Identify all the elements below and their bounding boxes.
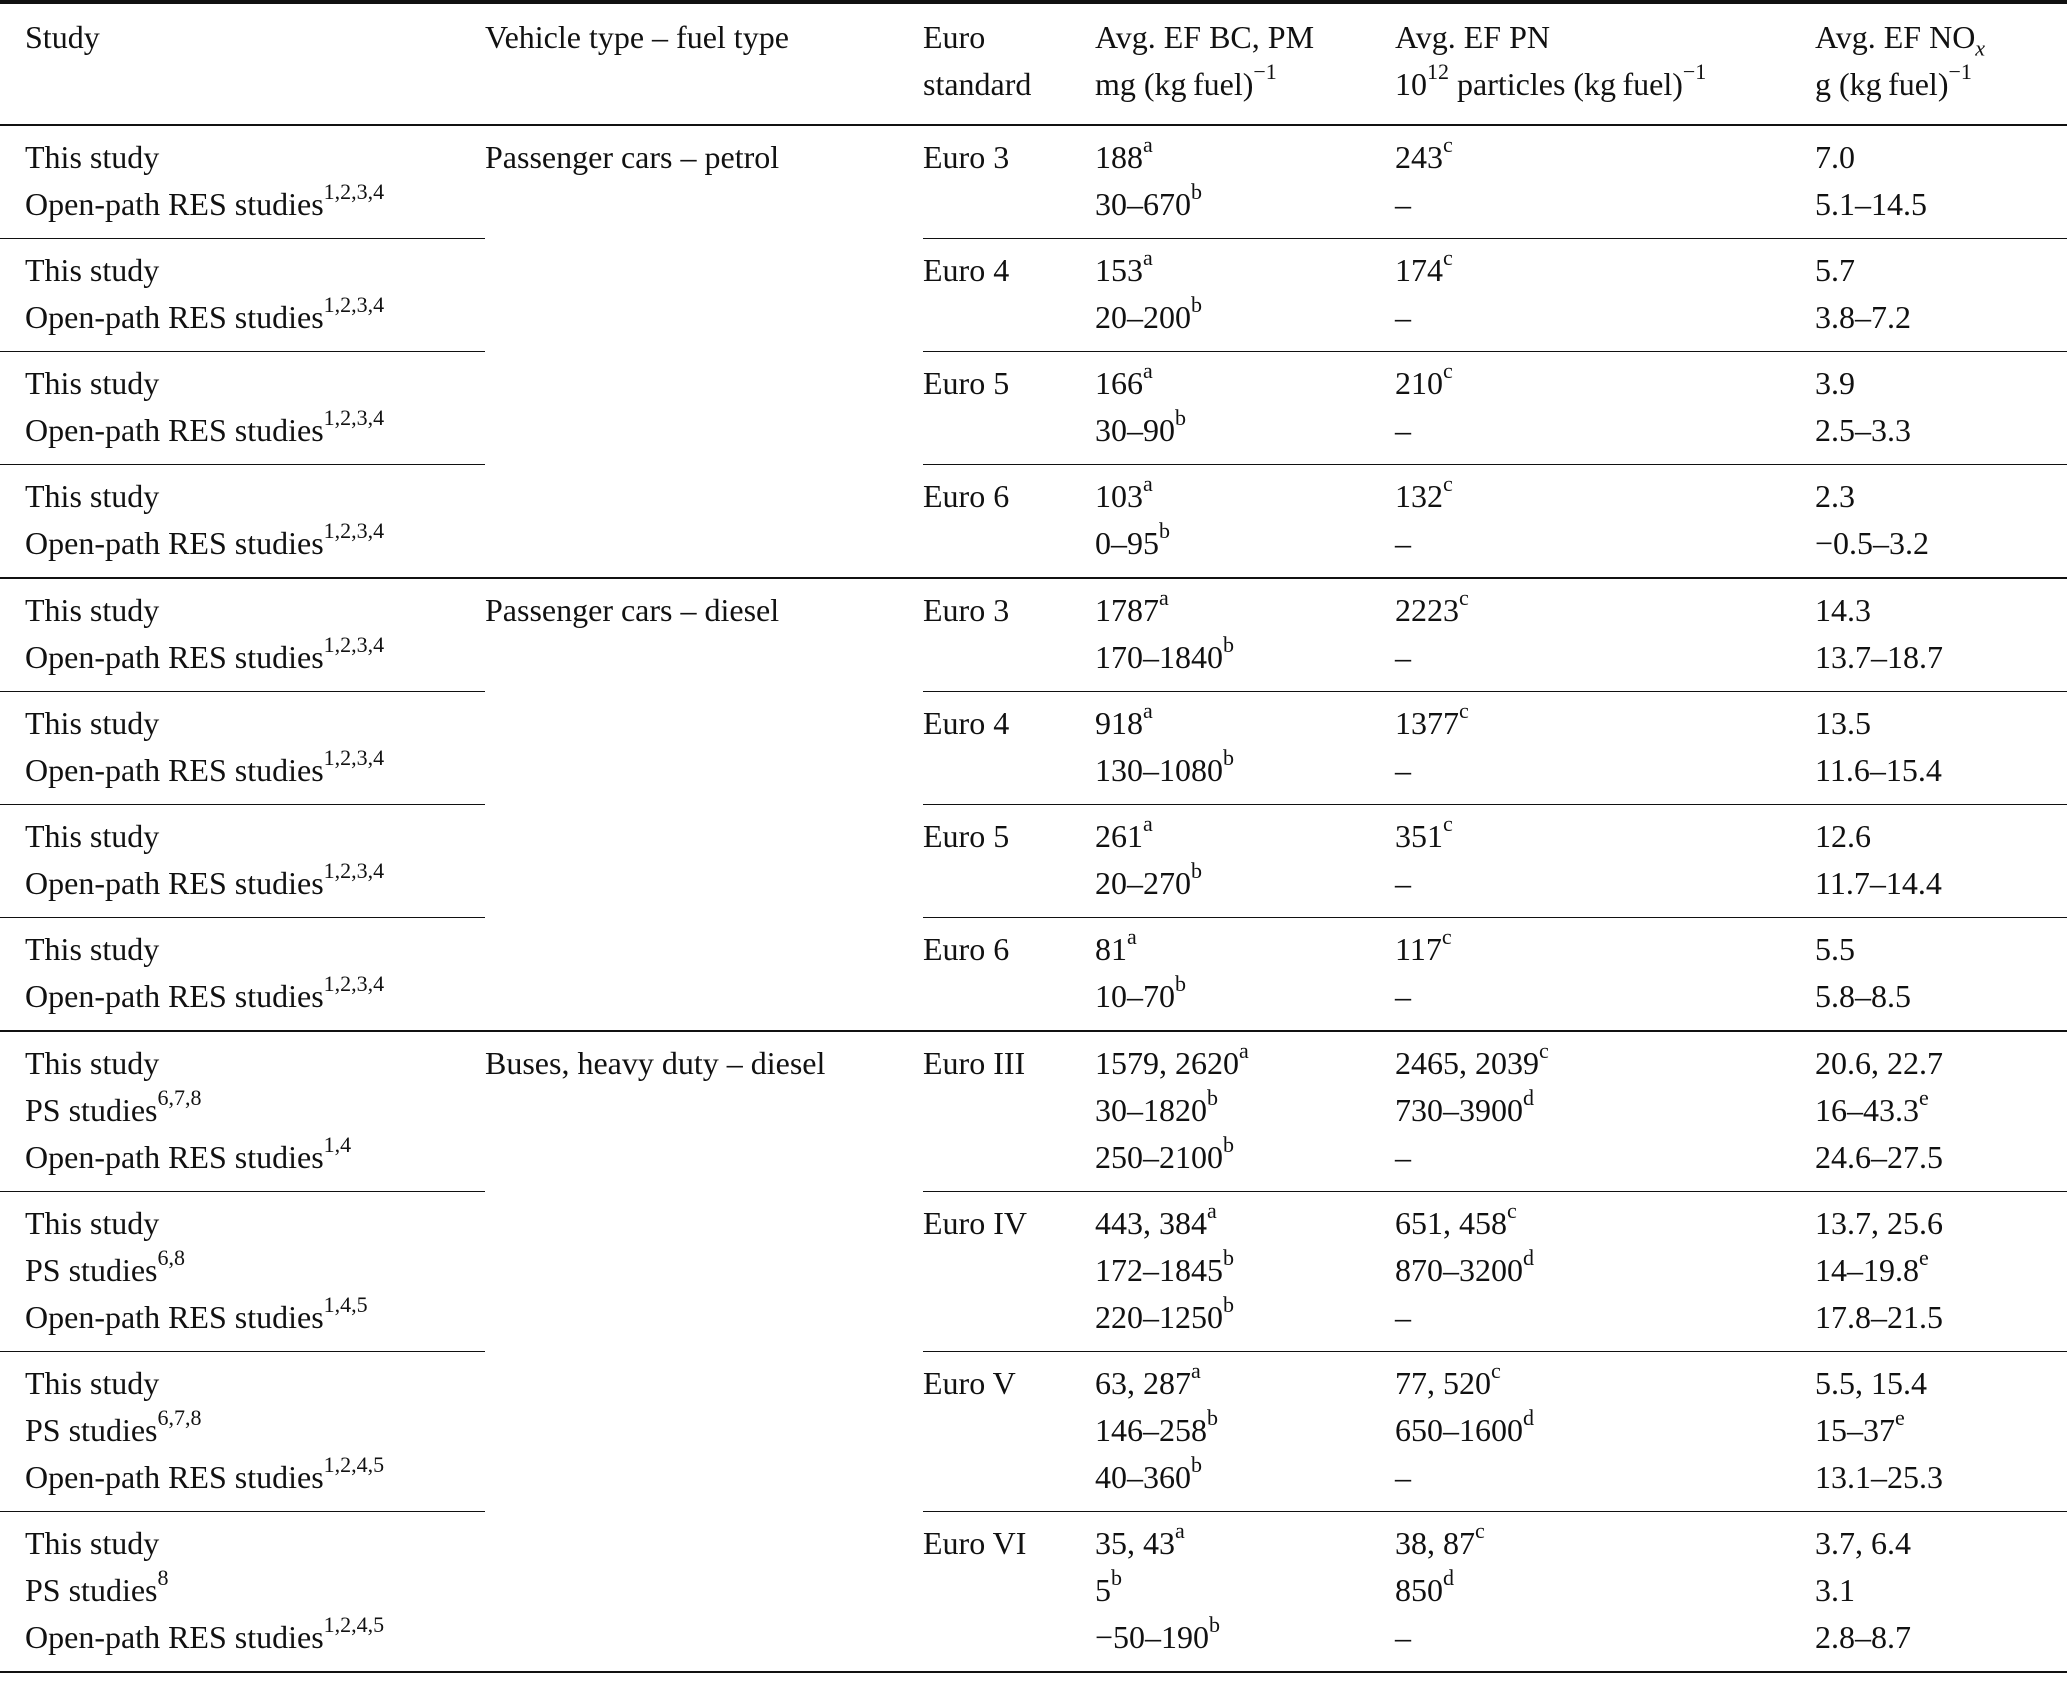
pn-cell: 210$^c$ – [1395,352,1815,465]
nox-cell: 5.5 5.8–8.5 [1815,918,2067,1032]
pn-cell: 651, 458$^c$ 870–3200$^d$ – [1395,1192,1815,1352]
bc-cell: 103$^a$ 0–95$^b$ [1095,465,1395,579]
study-cell: This study Open-path RES studies$^{1,2,3,4}$ [0,125,485,239]
table-row [0,805,2067,918]
study-cell: This study PS studies$^{6,7,8}$ Open-path RES studies$^{1,2,4,5}$ [0,1352,485,1512]
nox-cell: 7.0 5.1–14.5 [1815,125,2067,239]
bc-cell: 918$^a$ 130–1080$^b$ [1095,692,1395,805]
pn-cell: 117$^c$ – [1395,918,1815,1032]
nox-cell: 2.3 −0.5–3.2 [1815,465,2067,579]
bc-cell: 153$^a$ 20–200$^b$ [1095,239,1395,352]
study-cell: This study Open-path RES studies$^{1,2,3,4}$ [0,239,485,352]
study-cell: This study PS studies$^8$ Open-path RES studies$^{1,2,4,5}$ [0,1512,485,1673]
study-cell: This study Open-path RES studies$^{1,2,3,4}$ [0,352,485,465]
table-row [0,578,2067,692]
euro-cell: Euro 4 [923,692,1095,805]
euro-cell: Euro 3 [923,125,1095,239]
euro-cell: Euro 4 [923,239,1095,352]
bc-cell: 166$^a$ 30–90$^b$ [1095,352,1395,465]
euro-cell: Euro IV [923,1192,1095,1352]
header-bc: Avg. EF BC, PM mg (kg fuel)$^{-1}$ [1095,3,1395,125]
table-row [0,465,2067,579]
vehicle-type-cell: Passenger cars – diesel [485,578,923,1031]
nox-cell: 20.6, 22.7 16–43.3e 24.6–27.5 [1815,1031,2067,1192]
bc-cell: 63, 287$^a$ 146–258$^b$ 40–360$^b$ [1095,1352,1395,1512]
table-row [0,1031,2067,1192]
euro-cell: Euro 6 [923,918,1095,1032]
nox-cell: 13.5 11.6–15.4 [1815,692,2067,805]
nox-cell: 13.7, 25.6 14–19.8e 17.8–21.5 [1815,1192,2067,1352]
header-study: Study [0,3,485,125]
pn-cell: 2465, 2039$^c$ 730–3900$^d$ – [1395,1031,1815,1192]
bc-cell: 261$^a$ 20–270$^b$ [1095,805,1395,918]
header-pn: Avg. EF PN $10^{12}$ particles (kg fuel)$^{-1}$ [1395,3,1815,125]
nox-cell: 3.9 2.5–3.3 [1815,352,2067,465]
table-row [0,1192,2067,1352]
pn-cell: 2223$^c$ – [1395,578,1815,692]
vehicle-type-cell: Passenger cars – petrol [485,125,923,578]
pn-cell: 132$^c$ – [1395,465,1815,579]
bc-cell: 1579, 2620$^a$ 30–1820$^b$ 250–2100$^b$ [1095,1031,1395,1192]
vehicle-type-cell: Buses, heavy duty – diesel [485,1031,923,1672]
euro-cell: Euro 3 [923,578,1095,692]
pn-cell: 174$^c$ – [1395,239,1815,352]
pn-cell: 243$^c$ – [1395,125,1815,239]
study-cell: This study Open-path RES studies$^{1,2,3,4}$ [0,692,485,805]
nox-cell: 14.3 13.7–18.7 [1815,578,2067,692]
euro-cell: Euro V [923,1352,1095,1512]
euro-cell: Euro 5 [923,805,1095,918]
study-cell: This study Open-path RES studies$^{1,2,3,4}$ [0,578,485,692]
pn-cell: 1377$^c$ – [1395,692,1815,805]
table-row [0,692,2067,805]
nox-cell: 5.7 3.8–7.2 [1815,239,2067,352]
table-row [0,352,2067,465]
table-row [0,918,2067,1032]
study-cell: This study PS studies$^{6,7,8}$ Open-path RES studies$^{1,4}$ [0,1031,485,1192]
bc-cell: 1787$^a$ 170–1840$^b$ [1095,578,1395,692]
euro-cell: Euro 5 [923,352,1095,465]
header-vehicle: Vehicle type – fuel type [485,3,923,125]
euro-cell: Euro III [923,1031,1095,1192]
study-cell: This study Open-path RES studies$^{1,2,3,4}$ [0,805,485,918]
table-row [0,125,2067,239]
table-body [0,125,2067,1672]
nox-cell: 3.7, 6.4 3.1 2.8–8.7 [1815,1512,2067,1673]
pn-cell: 77, 520$^c$ 650–1600$^d$ – [1395,1352,1815,1512]
header-euro: Euro standard [923,3,1095,125]
study-cell: This study Open-path RES studies$^{1,2,3,4}$ [0,465,485,579]
bc-cell: 81$^a$ 10–70$^b$ [1095,918,1395,1032]
pn-cell: 38, 87$^c$ 850$^d$ – [1395,1512,1815,1673]
study-cell: This study PS studies$^{6,8}$ Open-path RES studies$^{1,4,5}$ [0,1192,485,1352]
euro-cell: Euro 6 [923,465,1095,579]
table-row [0,1352,2067,1512]
table-header [0,1,2067,125]
nox-cell: 5.5, 15.4 15–37e 13.1–25.3 [1815,1352,2067,1512]
table-row [0,239,2067,352]
bc-cell: 188$^a$ 30–670$^b$ [1095,125,1395,239]
pn-cell: 351$^c$ – [1395,805,1815,918]
header-row [0,3,2067,125]
study-cell: This study Open-path RES studies$^{1,2,3,4}$ [0,918,485,1032]
euro-cell: Euro VI [923,1512,1095,1673]
bc-cell: 35, 43$^a$ $5^b$ $-50-190^b$ [1095,1512,1395,1673]
nox-cell: 12.6 11.7–14.4 [1815,805,2067,918]
table-row [0,1512,2067,1673]
bc-cell: 443, 384$^a$ 172–1845$^b$ 220–1250$^b$ [1095,1192,1395,1352]
header-nox: Avg. EF $NO_x$ g (kg fuel)$^{-1}$ [1815,3,2067,125]
